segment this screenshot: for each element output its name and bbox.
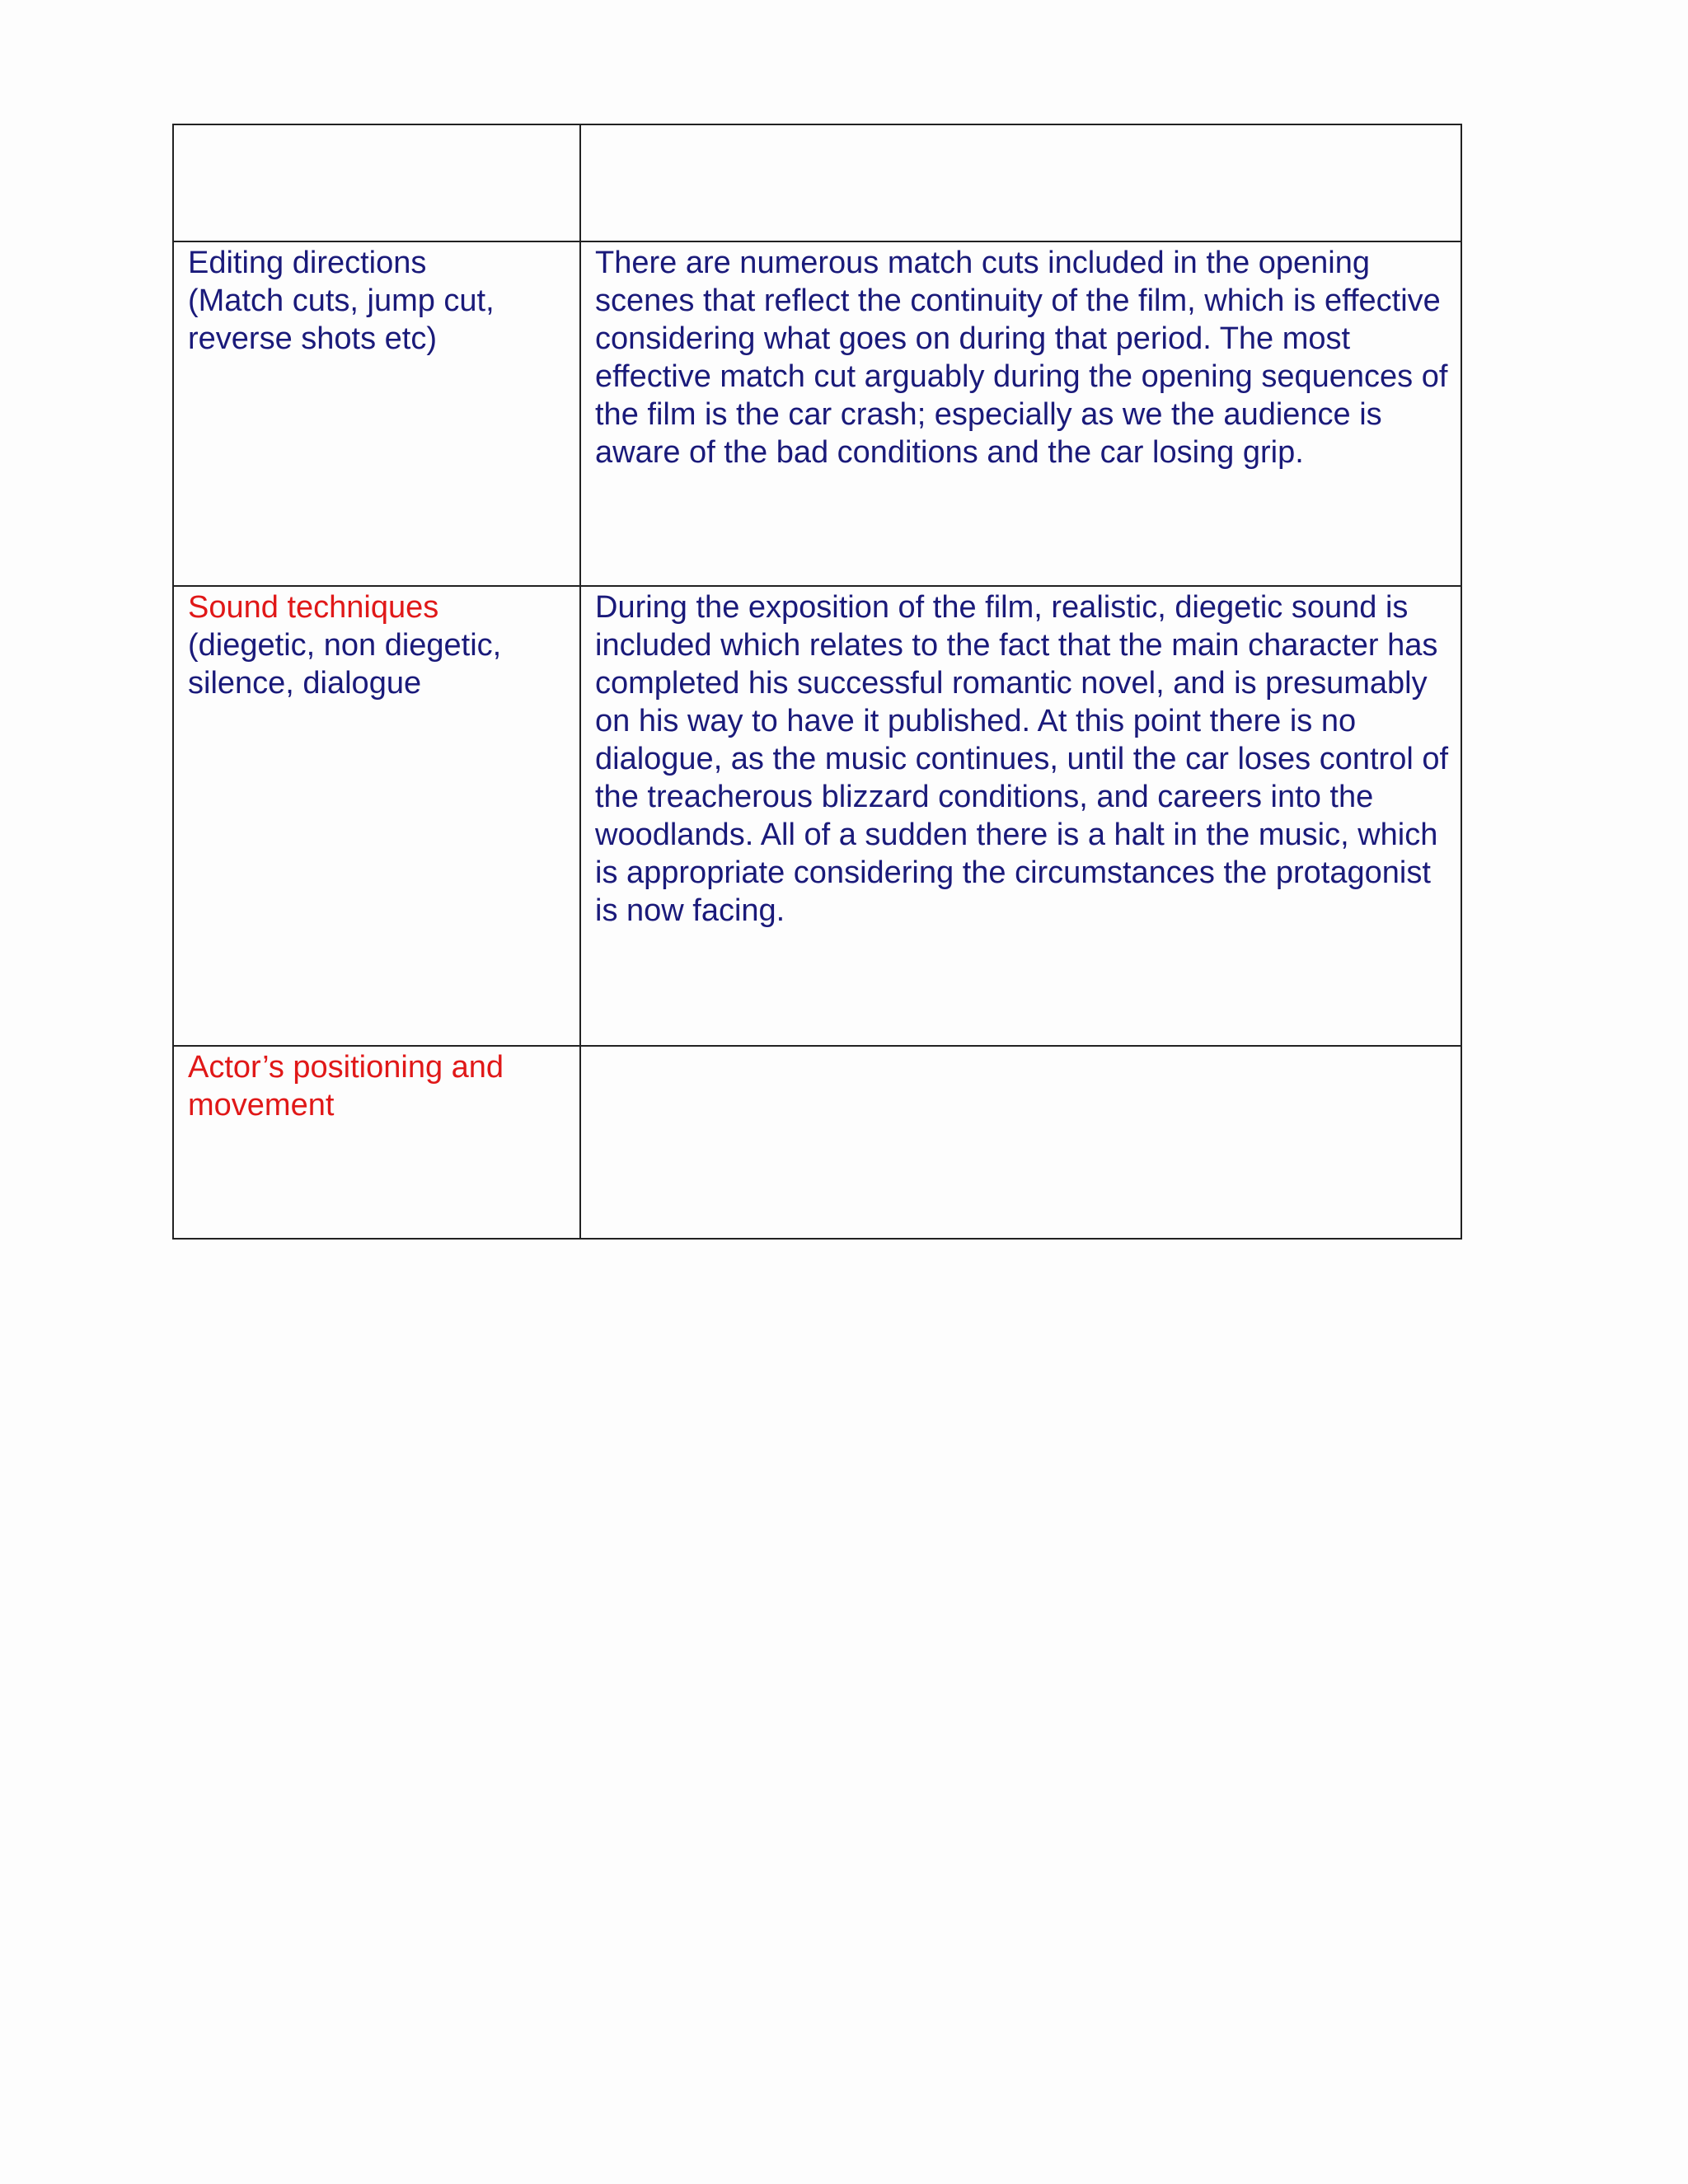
- label-cell-actor: [173, 1046, 580, 1239]
- actor-label-line1: Actor’s positioning and: [188, 1050, 504, 1085]
- body-cell-actor: [580, 1046, 1461, 1239]
- body-cell-empty: [580, 124, 1461, 241]
- table-row: [173, 124, 1461, 241]
- sound-label-sub1: (diegetic, non diegetic,: [188, 628, 502, 663]
- body-cell-sound: [580, 586, 1461, 1046]
- editing-label-sub1: (Match cuts, jump cut,: [188, 284, 495, 318]
- label-cell-empty: [173, 124, 580, 241]
- actor-label-line2: movement: [188, 1088, 335, 1122]
- table-row: [173, 241, 1461, 586]
- editing-label-sub2: reverse shots etc): [188, 321, 437, 356]
- label-cell-editing: [173, 241, 580, 586]
- table-row: [173, 586, 1461, 1046]
- editing-label-title: Editing directions: [188, 246, 427, 280]
- analysis-table: [172, 124, 1462, 1240]
- body-cell-editing: [580, 241, 1461, 586]
- label-cell-sound: [173, 586, 580, 1046]
- sound-body-text: During the exposition of the film, realistic, diegetic sound is included which relates to the fact that the main character has completed his successful romantic novel, and is presumably on his way to have it published. At this point there is no dialogue, as the music continues, until the car loses control of the treacherous blizzard conditions, and careers into the woodlands. All of a sudden there is a halt in the music, which is appropriate considering the circumstances the protagonist is now facing.: [595, 590, 1449, 928]
- editing-body-text: There are numerous match cuts included in the opening scenes that reflect the continuity of the film, which is effective considering what goes on during that period. The most effective match cut arguably during the opening sequences of the film is the car crash; especially as we the audience is aware of the bad conditions and the car losing grip.: [595, 246, 1448, 470]
- sound-label-sub2: silence, dialogue: [188, 666, 422, 701]
- table-row: [173, 1046, 1461, 1239]
- sound-label-title: Sound techniques: [188, 590, 439, 625]
